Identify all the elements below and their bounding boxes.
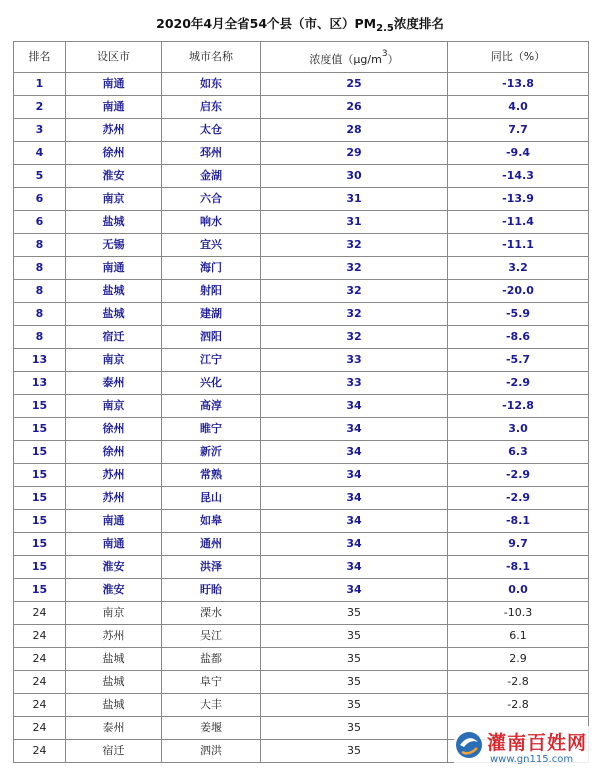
cell-yoy: -14.3 bbox=[448, 165, 589, 188]
cell-yoy: -2.9 bbox=[448, 372, 589, 395]
cell-value: 35 bbox=[261, 648, 448, 671]
table-row bbox=[14, 96, 589, 119]
ranking-table bbox=[13, 41, 589, 763]
cell-rank: 15 bbox=[14, 579, 66, 602]
table-row bbox=[14, 303, 589, 326]
cell-county: 兴化 bbox=[162, 372, 261, 395]
cell-value: 34 bbox=[261, 533, 448, 556]
cell-yoy: -11.1 bbox=[448, 234, 589, 257]
cell-county: 盐都 bbox=[162, 648, 261, 671]
cell-county: 常熟 bbox=[162, 464, 261, 487]
header-city: 设区市 bbox=[66, 42, 162, 73]
cell-value: 32 bbox=[261, 303, 448, 326]
cell-rank: 24 bbox=[14, 625, 66, 648]
cell-rank: 24 bbox=[14, 740, 66, 763]
cell-county: 吴江 bbox=[162, 625, 261, 648]
table-row bbox=[14, 188, 589, 211]
table-row bbox=[14, 165, 589, 188]
cell-value: 35 bbox=[261, 740, 448, 763]
cell-city: 南通 bbox=[66, 533, 162, 556]
cell-rank: 13 bbox=[14, 372, 66, 395]
cell-value: 34 bbox=[261, 418, 448, 441]
watermark bbox=[454, 726, 594, 770]
header-rank: 排名 bbox=[14, 42, 66, 73]
cell-value: 28 bbox=[261, 119, 448, 142]
cell-yoy: -12.8 bbox=[448, 395, 589, 418]
cell-city: 无锡 bbox=[66, 234, 162, 257]
cell-city: 南京 bbox=[66, 395, 162, 418]
cell-yoy: -10.3 bbox=[448, 602, 589, 625]
cell-yoy: -5.9 bbox=[448, 303, 589, 326]
cell-yoy: -8.1 bbox=[448, 556, 589, 579]
cell-yoy: -2.8 bbox=[448, 671, 589, 694]
cell-city: 南京 bbox=[66, 602, 162, 625]
cell-city: 宿迁 bbox=[66, 740, 162, 763]
table-row bbox=[14, 395, 589, 418]
cell-county: 姜堰 bbox=[162, 717, 261, 740]
table-row bbox=[14, 464, 589, 487]
cell-yoy: -2.9 bbox=[448, 487, 589, 510]
cell-county: 泗洪 bbox=[162, 740, 261, 763]
cell-county: 睢宁 bbox=[162, 418, 261, 441]
cell-city: 徐州 bbox=[66, 441, 162, 464]
table-row bbox=[14, 119, 589, 142]
cell-county: 溧水 bbox=[162, 602, 261, 625]
cell-county: 如东 bbox=[162, 73, 261, 96]
cell-value: 30 bbox=[261, 165, 448, 188]
cell-rank: 24 bbox=[14, 648, 66, 671]
cell-county: 江宁 bbox=[162, 349, 261, 372]
cell-rank: 24 bbox=[14, 717, 66, 740]
cell-county: 海门 bbox=[162, 257, 261, 280]
cell-yoy: -2.8 bbox=[448, 694, 589, 717]
cell-value: 35 bbox=[261, 717, 448, 740]
cell-county: 如皋 bbox=[162, 510, 261, 533]
watermark-logo-icon bbox=[454, 730, 484, 760]
cell-yoy: -8.1 bbox=[448, 510, 589, 533]
cell-city: 南京 bbox=[66, 188, 162, 211]
cell-city: 淮安 bbox=[66, 556, 162, 579]
cell-yoy: -9.4 bbox=[448, 142, 589, 165]
cell-county: 金湖 bbox=[162, 165, 261, 188]
cell-county: 建湖 bbox=[162, 303, 261, 326]
cell-county: 宜兴 bbox=[162, 234, 261, 257]
cell-city: 南京 bbox=[66, 349, 162, 372]
cell-yoy: 9.7 bbox=[448, 533, 589, 556]
cell-county: 阜宁 bbox=[162, 671, 261, 694]
cell-county: 泗阳 bbox=[162, 326, 261, 349]
cell-value: 34 bbox=[261, 395, 448, 418]
title-suffix: 浓度排名 bbox=[393, 16, 444, 31]
cell-rank: 8 bbox=[14, 280, 66, 303]
cell-yoy: 7.7 bbox=[448, 119, 589, 142]
cell-city: 苏州 bbox=[66, 119, 162, 142]
cell-yoy: 3.2 bbox=[448, 257, 589, 280]
cell-rank: 24 bbox=[14, 671, 66, 694]
table-body bbox=[14, 73, 589, 763]
cell-county: 盱眙 bbox=[162, 579, 261, 602]
cell-value: 32 bbox=[261, 257, 448, 280]
cell-yoy: -13.8 bbox=[448, 73, 589, 96]
cell-city: 南通 bbox=[66, 510, 162, 533]
cell-value: 34 bbox=[261, 579, 448, 602]
cell-rank: 3 bbox=[14, 119, 66, 142]
cell-yoy: -2.9 bbox=[448, 464, 589, 487]
cell-value: 33 bbox=[261, 372, 448, 395]
cell-rank: 1 bbox=[14, 73, 66, 96]
cell-yoy: 6.1 bbox=[448, 625, 589, 648]
table-row bbox=[14, 280, 589, 303]
cell-county: 太仓 bbox=[162, 119, 261, 142]
table-row bbox=[14, 487, 589, 510]
cell-value: 35 bbox=[261, 625, 448, 648]
cell-city: 南通 bbox=[66, 73, 162, 96]
table-row bbox=[14, 326, 589, 349]
cell-city: 盐城 bbox=[66, 671, 162, 694]
cell-rank: 8 bbox=[14, 234, 66, 257]
cell-rank: 24 bbox=[14, 694, 66, 717]
table-row bbox=[14, 648, 589, 671]
title-subscript: 2.5 bbox=[376, 23, 394, 34]
table-row bbox=[14, 510, 589, 533]
cell-city: 盐城 bbox=[66, 648, 162, 671]
table-row bbox=[14, 671, 589, 694]
header-yoy: 同比（%） bbox=[448, 42, 589, 73]
cell-value: 29 bbox=[261, 142, 448, 165]
cell-rank: 5 bbox=[14, 165, 66, 188]
cell-county: 射阳 bbox=[162, 280, 261, 303]
table-row bbox=[14, 602, 589, 625]
cell-county: 高淳 bbox=[162, 395, 261, 418]
cell-value: 26 bbox=[261, 96, 448, 119]
cell-yoy: -13.9 bbox=[448, 188, 589, 211]
cell-value: 32 bbox=[261, 280, 448, 303]
cell-rank: 8 bbox=[14, 257, 66, 280]
cell-rank: 8 bbox=[14, 326, 66, 349]
header-county: 城市名称 bbox=[162, 42, 261, 73]
cell-county: 新沂 bbox=[162, 441, 261, 464]
cell-yoy: 6.3 bbox=[448, 441, 589, 464]
cell-city: 盐城 bbox=[66, 694, 162, 717]
page-title bbox=[0, 14, 600, 34]
cell-value: 31 bbox=[261, 188, 448, 211]
cell-city: 徐州 bbox=[66, 142, 162, 165]
cell-value: 25 bbox=[261, 73, 448, 96]
table-row bbox=[14, 349, 589, 372]
cell-rank: 15 bbox=[14, 395, 66, 418]
cell-rank: 15 bbox=[14, 487, 66, 510]
table-row bbox=[14, 556, 589, 579]
cell-county: 启东 bbox=[162, 96, 261, 119]
cell-yoy: -5.7 bbox=[448, 349, 589, 372]
cell-yoy: 3.0 bbox=[448, 418, 589, 441]
cell-value: 32 bbox=[261, 326, 448, 349]
table-row bbox=[14, 234, 589, 257]
cell-county: 通州 bbox=[162, 533, 261, 556]
table-row bbox=[14, 579, 589, 602]
cell-value: 34 bbox=[261, 556, 448, 579]
cell-city: 盐城 bbox=[66, 211, 162, 234]
cell-value: 34 bbox=[261, 441, 448, 464]
cell-rank: 4 bbox=[14, 142, 66, 165]
title-main: 2020年4月全省54个县（市、区）PM bbox=[156, 16, 377, 31]
cell-rank: 6 bbox=[14, 188, 66, 211]
cell-value: 35 bbox=[261, 602, 448, 625]
cell-county: 响水 bbox=[162, 211, 261, 234]
cell-city: 盐城 bbox=[66, 303, 162, 326]
cell-county: 洪泽 bbox=[162, 556, 261, 579]
cell-city: 苏州 bbox=[66, 625, 162, 648]
cell-value: 34 bbox=[261, 510, 448, 533]
cell-county: 六合 bbox=[162, 188, 261, 211]
cell-yoy: -8.6 bbox=[448, 326, 589, 349]
cell-city: 苏州 bbox=[66, 487, 162, 510]
cell-value: 34 bbox=[261, 487, 448, 510]
cell-rank: 15 bbox=[14, 441, 66, 464]
table-row bbox=[14, 625, 589, 648]
cell-rank: 8 bbox=[14, 303, 66, 326]
cell-city: 泰州 bbox=[66, 372, 162, 395]
cell-yoy: 0.0 bbox=[448, 579, 589, 602]
cell-value: 32 bbox=[261, 234, 448, 257]
cell-yoy: -20.0 bbox=[448, 280, 589, 303]
cell-county: 邳州 bbox=[162, 142, 261, 165]
table-row bbox=[14, 418, 589, 441]
header-value bbox=[261, 42, 448, 73]
cell-value: 31 bbox=[261, 211, 448, 234]
cell-rank: 24 bbox=[14, 602, 66, 625]
table-row bbox=[14, 73, 589, 96]
table-row bbox=[14, 211, 589, 234]
cell-county: 昆山 bbox=[162, 487, 261, 510]
cell-city: 南通 bbox=[66, 257, 162, 280]
cell-rank: 6 bbox=[14, 211, 66, 234]
cell-city: 宿迁 bbox=[66, 326, 162, 349]
watermark-url: www.gn115.com bbox=[490, 754, 574, 765]
watermark-name: 灌南百姓网 bbox=[487, 732, 588, 754]
cell-city: 淮安 bbox=[66, 579, 162, 602]
cell-county: 大丰 bbox=[162, 694, 261, 717]
cell-yoy: 2.9 bbox=[448, 648, 589, 671]
cell-city: 徐州 bbox=[66, 418, 162, 441]
cell-rank: 15 bbox=[14, 464, 66, 487]
cell-city: 泰州 bbox=[66, 717, 162, 740]
table-row bbox=[14, 142, 589, 165]
cell-rank: 15 bbox=[14, 510, 66, 533]
cell-rank: 15 bbox=[14, 556, 66, 579]
cell-city: 淮安 bbox=[66, 165, 162, 188]
cell-city: 盐城 bbox=[66, 280, 162, 303]
cell-rank: 2 bbox=[14, 96, 66, 119]
cell-rank: 15 bbox=[14, 418, 66, 441]
header-value-close: ） bbox=[387, 53, 399, 66]
table-row bbox=[14, 533, 589, 556]
cell-rank: 13 bbox=[14, 349, 66, 372]
table-row bbox=[14, 257, 589, 280]
cell-value: 35 bbox=[261, 694, 448, 717]
cell-city: 苏州 bbox=[66, 464, 162, 487]
cell-yoy: 4.0 bbox=[448, 96, 589, 119]
header-value-label: 浓度值（μg/m bbox=[309, 53, 382, 66]
table-header-row bbox=[14, 42, 589, 73]
table-row bbox=[14, 441, 589, 464]
table-row bbox=[14, 372, 589, 395]
header-value-sup: 3 bbox=[381, 49, 388, 59]
cell-value: 33 bbox=[261, 349, 448, 372]
cell-city: 南通 bbox=[66, 96, 162, 119]
cell-yoy: -11.4 bbox=[448, 211, 589, 234]
table-row bbox=[14, 694, 589, 717]
cell-rank: 15 bbox=[14, 533, 66, 556]
cell-value: 35 bbox=[261, 671, 448, 694]
cell-value: 34 bbox=[261, 464, 448, 487]
